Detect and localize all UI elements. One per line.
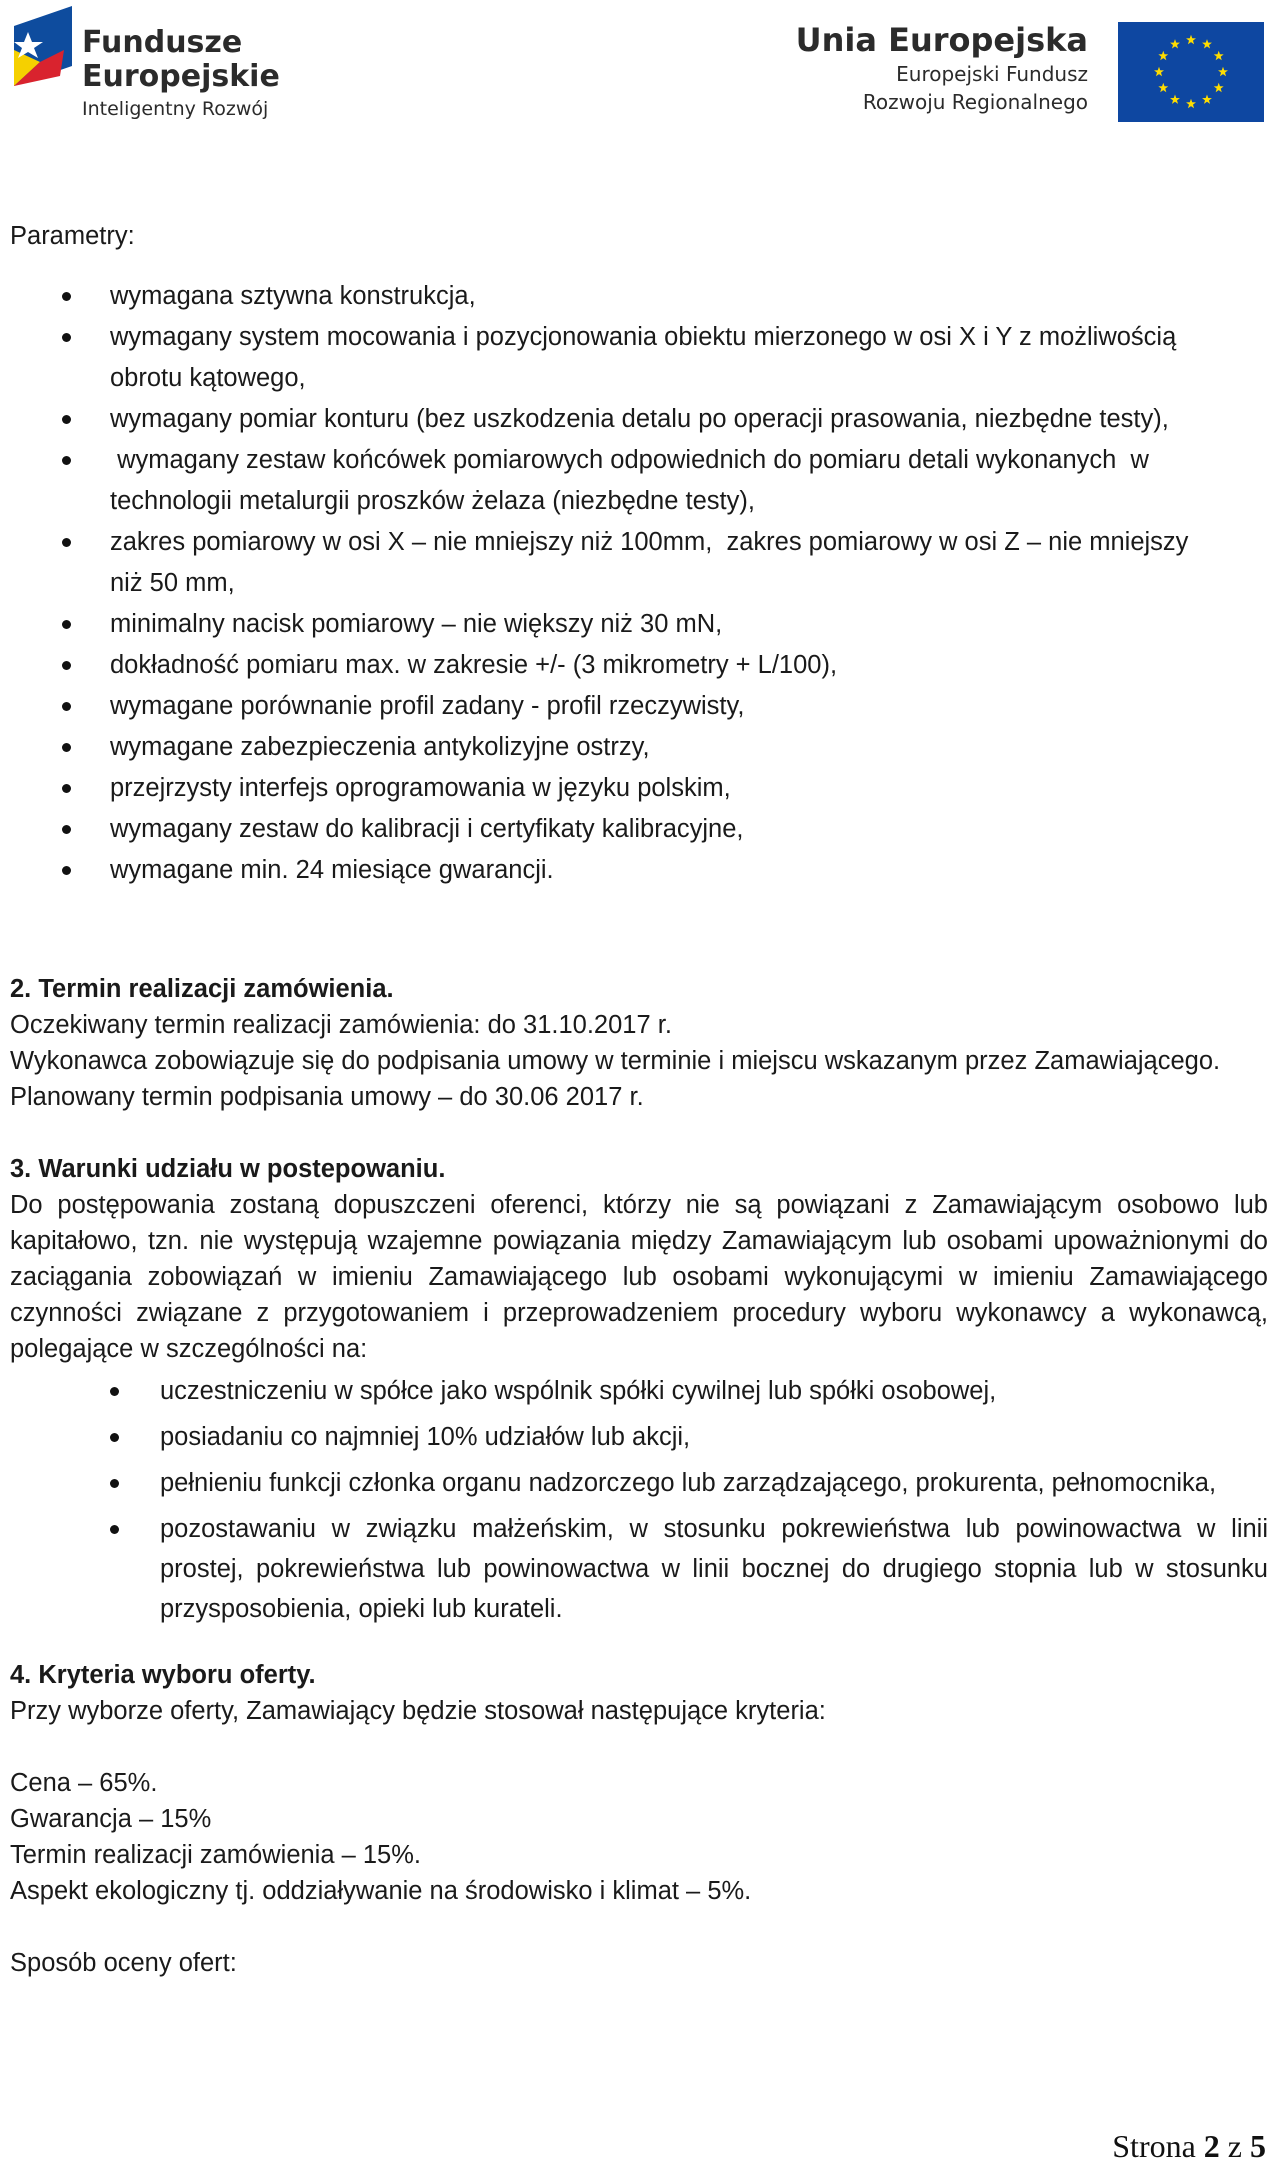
criterion-delivery-time: Termin realizacji zamówienia – 15%. — [10, 1841, 422, 1869]
list-item: posiadaniu co najmniej 10% udziałów lub akcji, — [10, 1417, 1268, 1457]
list-item: wymagany zestaw końcówek pomiarowych odpowiednich do pomiaru detali wykonanych w technologii metalurgii proszków żelaza (niezbędne testy), — [10, 440, 1268, 522]
fundusze-europejskie-logo — [14, 6, 304, 124]
list-item: minimalny nacisk pomiarowy – nie większy niż 30 mN, — [10, 604, 1268, 645]
eu-flag-icon — [1118, 22, 1264, 122]
list-item: pełnieniu funkcji członka organu nadzorczego lub zarządzającego, prokurenta, pełnomocnika, — [10, 1463, 1268, 1503]
list-item: przejrzysty interfejs oprogramowania w języku polskim, — [10, 768, 1268, 809]
ue-logo-line-2: Europejski Fundusz — [896, 62, 1088, 86]
list-item: wymagane porównanie profil zadany - profil rzeczywisty, — [10, 686, 1268, 727]
fe-logo-line-2: Europejskie — [82, 59, 280, 94]
criterion-ecology: Aspekt ekologiczny tj. oddziaływanie na środowisko i klimat – 5%. — [10, 1877, 752, 1905]
list-item: uczestniczeniu w spółce jako wspólnik spółki cywilnej lub spółki osobowej, — [10, 1371, 1268, 1411]
parametry-list — [10, 276, 1268, 891]
page-number-total: 5 — [1250, 2128, 1266, 2164]
sposob-oceny-heading: Sposób oceny ofert: — [10, 1949, 237, 1977]
parametry-heading: Parametry: — [10, 222, 135, 250]
page-number-prefix: Strona — [1112, 2128, 1196, 2164]
fe-flag-icon — [14, 6, 74, 124]
section-3-list — [10, 1371, 1268, 1629]
list-item: zakres pomiarowy w osi X – nie mniejszy niż 100mm, zakres pomiarowy w osi Z – nie mniejszy niż 50 mm, — [10, 522, 1268, 604]
list-item: wymagana sztywna konstrukcja, — [10, 276, 1268, 317]
section-4-intro: Przy wyborze oferty, Zamawiający będzie stosował następujące kryteria: — [10, 1697, 826, 1725]
list-item: wymagane zabezpieczenia antykolizyjne ostrzy, — [10, 727, 1268, 768]
list-item: dokładność pomiaru max. w zakresie +/- (3 mikrometry + L/100), — [10, 645, 1268, 686]
page-number-separator: z — [1227, 2128, 1242, 2164]
list-item: wymagane min. 24 miesiące gwarancji. — [10, 850, 1268, 891]
list-item: wymagany system mocowania i pozycjonowania obiektu mierzonego w osi X i Y z możliwością obrotu kątowego, — [10, 317, 1268, 399]
section-2-line-3: Planowany termin podpisania umowy – do 30.06 2017 r. — [10, 1083, 644, 1111]
criterion-warranty: Gwarancja – 15% — [10, 1805, 212, 1833]
page-header — [0, 0, 1276, 130]
document-body — [10, 218, 1268, 1981]
page-number-current: 2 — [1203, 2128, 1220, 2164]
criterion-price: Cena – 65%. — [10, 1769, 158, 1797]
list-item: pozostawaniu w związku małżeńskim, w stosunku pokrewieństwa lub powinowactwa w linii prostej, pokrewieństwa lub powinowactwa w linii bocznej do drugiego stopnia lub w stosunku przysposobienia, opieki lub kurateli. — [10, 1509, 1268, 1629]
list-item: wymagany pomiar konturu (bez uszkodzenia detalu po operacji prasowania, niezbędne testy), — [10, 399, 1268, 440]
list-item: wymagany zestaw do kalibracji i certyfikaty kalibracyjne, — [10, 809, 1268, 850]
section-3-paragraph: Do postępowania zostaną dopuszczeni oferenci, którzy nie są powiązani z Zamawiającym osobowo lub kapitałowo, tzn. nie występują wzajemne powiązania między Zamawiającym lub osobami upoważnionymi do zaciągania zobowiązań w imieniu Zamawiającego lub osobami wykonującymi w imieniu Zamawiającego czynności związane z przygotowaniem i przeprowadzeniem procedury wyboru wykonawcy a wykonawcą, polegające w szczególności na: — [10, 1191, 1268, 1363]
section-2-heading: 2. Termin realizacji zamówienia. — [10, 975, 394, 1003]
section-2-line-2: Wykonawca zobowiązuje się do podpisania umowy w terminie i miejscu wskazanym przez Zamawiającego. — [10, 1047, 1221, 1075]
ue-logo-line-1: Unia Europejska — [795, 21, 1088, 59]
page-number — [1112, 2128, 1266, 2165]
ue-logo-line-3: Rozwoju Regionalnego — [862, 90, 1088, 114]
section-4-heading: 4. Kryteria wyboru oferty. — [10, 1661, 316, 1689]
fe-logo-line-3: Inteligentny Rozwój — [82, 98, 269, 120]
unia-europejska-logo — [644, 20, 1264, 124]
section-2-line-1: Oczekiwany termin realizacji zamówienia: do 31.10.2017 r. — [10, 1011, 672, 1039]
section-3-heading: 3. Warunki udziału w postepowaniu. — [10, 1155, 446, 1183]
fe-logo-line-1: Fundusze — [82, 25, 243, 60]
